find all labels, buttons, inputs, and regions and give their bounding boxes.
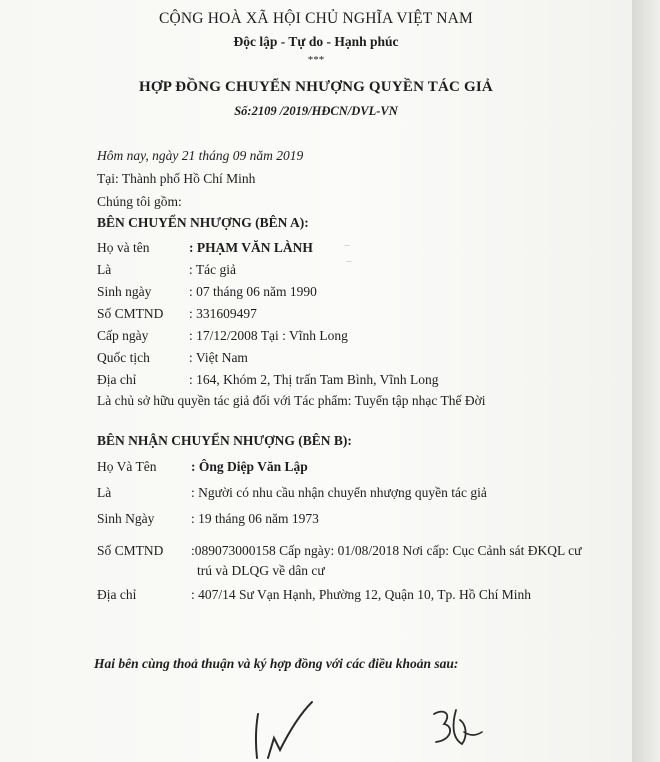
party-b-label-name: Họ Và Tên	[97, 459, 157, 474]
signature-icon	[240, 700, 330, 762]
contract-date: Hôm nay, ngày 21 tháng 09 năm 2019	[97, 148, 304, 163]
party-b-label-dob: Sinh Ngày	[97, 511, 155, 526]
contract-number: Số:2109 /2019/HĐCN/DVL-VN	[234, 104, 398, 118]
party-a-label-name: Họ và tên	[97, 240, 150, 255]
party-a-value-nationality: : Việt Nam	[189, 350, 248, 365]
party-b-value-id-cont: trú và DLQG về dân cư	[197, 563, 325, 578]
party-b-label-address: Địa chỉ	[97, 587, 137, 602]
party-a-value-address: : 164, Khóm 2, Thị trấn Tam Bình, Vĩnh Long	[189, 372, 439, 387]
party-b-value-id: :089073000158 Cấp ngày: 01/08/2018 Nơi cấp: Cục Cảnh sát ĐKQL cư	[191, 543, 582, 558]
background-edge	[632, 0, 660, 762]
bleed-mark: –	[344, 238, 350, 252]
party-a-value-id: : 331609497	[189, 306, 257, 321]
nation-heading: CỘNG HOÀ XÃ HỘI CHỦ NGHĨA VIỆT NAM	[158, 10, 474, 27]
party-a-label-nationality: Quốc tịch	[97, 350, 150, 365]
party-a-label-dob: Sinh ngày	[97, 284, 152, 299]
party-a-ownership: Là chủ sở hữu quyền tác giả đối với Tác phẩm: Tuyển tập nhạc Thế Đời	[97, 393, 486, 408]
party-b-value-name: : Ông Diệp Văn Lập	[191, 459, 308, 474]
contract-title: HỢP ĐỒNG CHUYỂN NHƯỢNG QUYỀN TÁC GIẢ	[139, 79, 493, 95]
party-b-label-role: Là	[97, 485, 112, 500]
party-a-value-name: : PHẠM VĂN LÀNH	[189, 240, 313, 255]
party-a-label-id: Số CMTND	[97, 306, 164, 321]
party-a-value-role: : Tác giả	[189, 262, 236, 277]
party-b-heading: BÊN NHẬN CHUYỂN NHƯỢNG (BÊN B):	[97, 433, 352, 448]
signature-icon	[422, 702, 492, 762]
agreement-clause: Hai bên cùng thoả thuận và ký hợp đồng với các điều khoản sau:	[94, 656, 459, 671]
party-b-value-role: : Người có nhu cầu nhận chuyển nhượng quyền tác giả	[191, 485, 487, 500]
party-b-label-id: Số CMTND	[97, 543, 164, 558]
motto: Độc lập - Tự do - Hạnh phúc	[233, 34, 399, 49]
party-b-value-dob: : 19 tháng 06 năm 1973	[191, 511, 319, 526]
party-a-label-issue: Cấp ngày	[97, 328, 149, 343]
party-a-label-role: Là	[97, 262, 112, 277]
party-a-value-issue: : 17/12/2008 Tại : Vĩnh Long	[189, 328, 348, 343]
party-a-value-dob: : 07 tháng 06 năm 1990	[189, 284, 317, 299]
party-a-label-address: Địa chỉ	[97, 372, 137, 387]
contract-place: Tại: Thành phố Hồ Chí Minh	[97, 171, 256, 186]
party-b-value-address: : 407/14 Sư Vạn Hạnh, Phường 12, Quận 10, Tp. Hồ Chí Minh	[191, 587, 532, 602]
bleed-mark: –	[346, 254, 352, 268]
parties-intro: Chúng tôi gồm:	[97, 194, 182, 209]
party-a-heading: BÊN CHUYỂN NHƯỢNG (BÊN A):	[97, 215, 309, 230]
separator: ***	[307, 54, 325, 66]
